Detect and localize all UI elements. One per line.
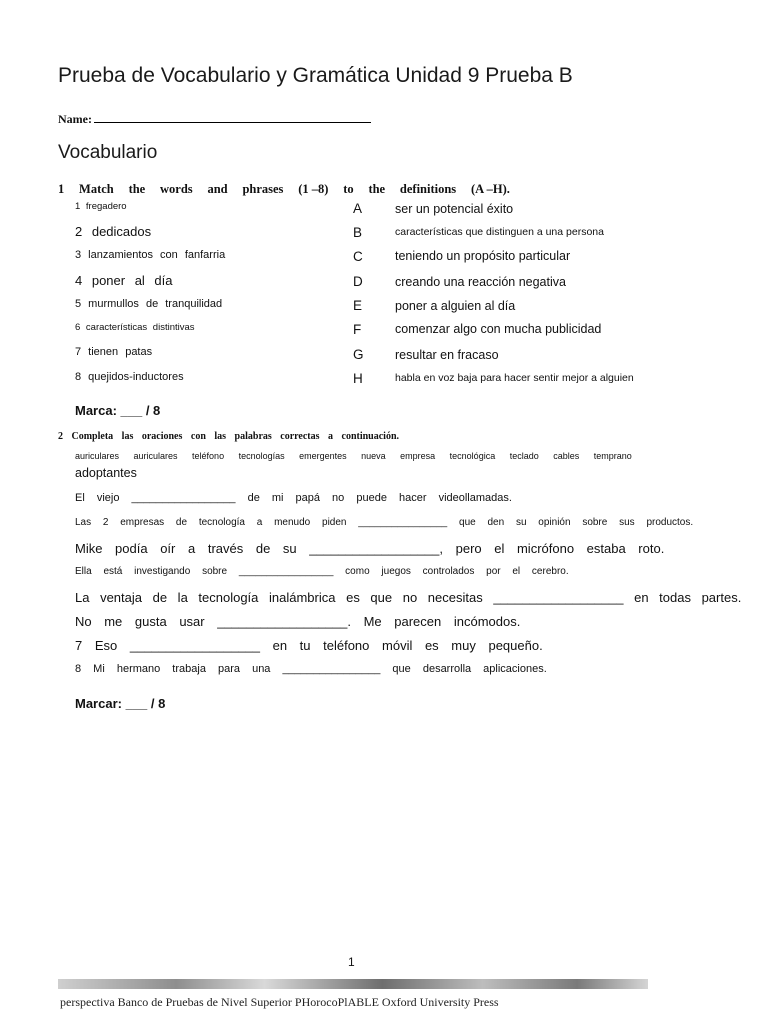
definition-text: poner a alguien al día [395, 299, 516, 313]
question-2-instruction: 2 Completa las oraciones con las palabras correctas a continuación. [58, 431, 400, 442]
definition-letter: G [353, 347, 364, 362]
instruction-word: to [343, 182, 354, 196]
definition-letter: F [353, 322, 362, 337]
match-item: 4 poner al día [75, 273, 173, 288]
instruction-word: definitions [399, 182, 457, 196]
name-label: Name: [58, 112, 92, 126]
definition-letter: H [353, 371, 363, 386]
instruction-word: phrases [242, 182, 284, 196]
instruction-word: Match [79, 182, 114, 196]
page-number: 1 [348, 955, 355, 969]
name-blank-line [94, 110, 371, 123]
definition-text: ser un potencial éxito [395, 202, 514, 216]
score-mark-2: Marcar: ___ / 8 [75, 696, 166, 711]
match-item: 6 características distintivas [75, 322, 195, 333]
match-item: 2 dedicados [75, 224, 152, 239]
match-item: 5 murmullos de tranquilidad [75, 298, 223, 310]
instruction-word: the [128, 182, 146, 196]
match-item: 7 tienen patas [75, 346, 153, 358]
fill-in-sentence: Mike podía oír a través de su __________________, pero el micrófono estaba roto. [75, 541, 665, 556]
fill-in-sentence: El viejo _________________ de mi papá no puede hacer videollamadas. [75, 492, 512, 504]
word-bank: auriculares auriculares teléfono tecnologías emergentes nueva empresa tecnológica teclado cables temprano [75, 451, 632, 461]
instruction-word: (A –H). [470, 182, 510, 196]
match-item: 8 quejidos-inductores [75, 371, 184, 383]
definition-text: comenzar algo con mucha publicidad [395, 322, 602, 336]
definition-text: características que distinguen a una persona [395, 226, 604, 238]
fill-in-sentence: 7 Eso __________________ en tu teléfono móvil es muy pequeño. [75, 638, 543, 653]
definition-letter: E [353, 298, 363, 313]
definition-letter: A [353, 201, 363, 216]
definition-letter: D [353, 274, 363, 289]
definition-text: creando una reacción negativa [395, 275, 566, 289]
fill-in-sentence: Las 2 empresas de tecnología a menudo piden ________________ que den su opinión sobre sus productos. [75, 517, 694, 528]
document-title: Prueba de Vocabulario y Gramática Unidad 9 Prueba B [58, 64, 573, 87]
fill-in-sentence: 8 Mi hermano trabaja para una ________________ que desarrolla aplicaciones. [75, 663, 547, 675]
instruction-word: and [207, 182, 228, 196]
instruction-word: (1 –8) [298, 182, 329, 196]
definition-text: teniendo un propósito particular [395, 249, 571, 263]
question-1-instruction [58, 182, 510, 197]
instruction-word: words [160, 182, 193, 196]
fill-in-sentence: La ventaja de la tecnología inalámbrica es que no necesitas __________________ en todas partes. [75, 590, 742, 605]
definition-text: habla en voz baja para hacer sentir mejor a alguien [395, 372, 634, 384]
match-item: 1 fregadero [75, 201, 127, 212]
fill-in-sentence: No me gusta usar __________________. Me parecen incómodos. [75, 614, 521, 629]
definition-text: resultar en fracaso [395, 348, 499, 362]
footer-decorative-band [58, 979, 648, 989]
match-item: 3 lanzamientos con fanfarria [75, 249, 226, 261]
word-bank-continued: adoptantes [75, 466, 137, 480]
score-mark-1: Marca: ___ / 8 [75, 403, 161, 418]
fill-in-sentence: Ella está investigando sobre _________________ como juegos controlados por el cerebro. [75, 566, 569, 577]
instruction-word: 1 [58, 182, 65, 196]
instruction-word: the [368, 182, 386, 196]
footer-text: perspectiva Banco de Pruebas de Nivel Superior PHorocoPlABLE Oxford University Press [60, 995, 499, 1009]
name-field-row [58, 110, 371, 127]
definition-letter: C [353, 249, 363, 264]
definition-letter: B [353, 225, 363, 240]
section-title: Vocabulario [58, 142, 158, 163]
